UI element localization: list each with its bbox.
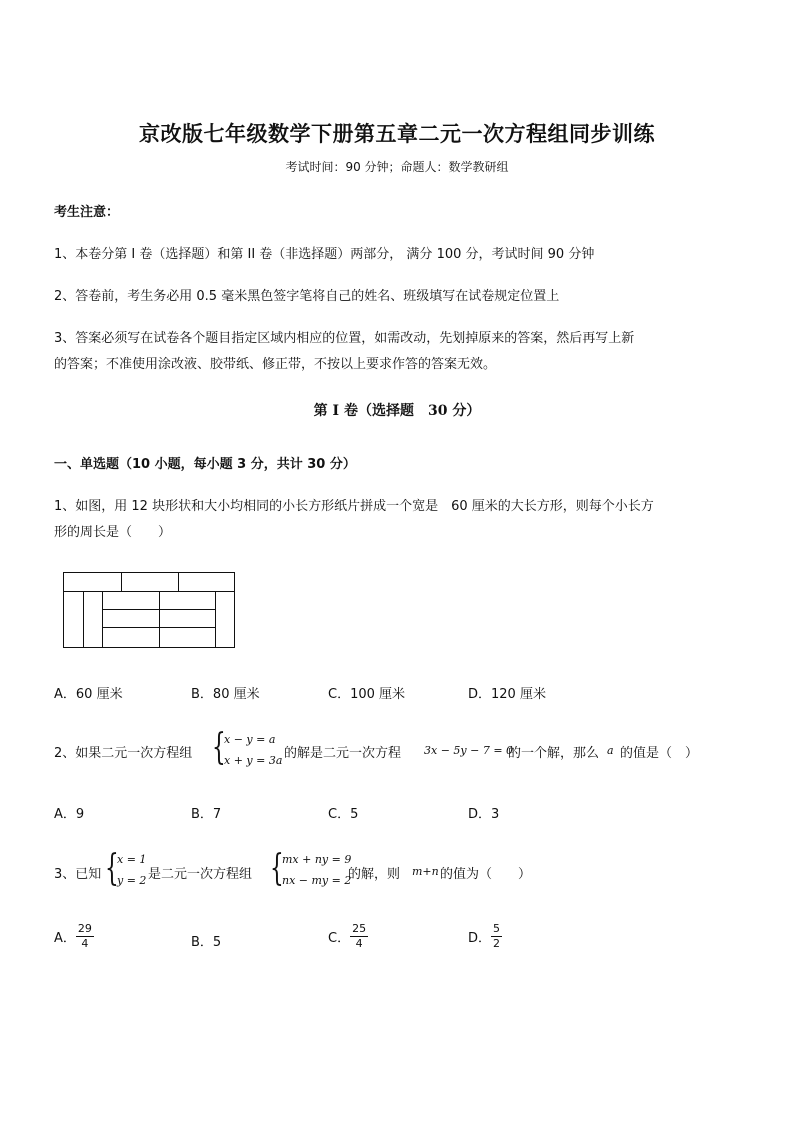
figure-line — [102, 627, 215, 628]
fraction-numerator: 5 — [493, 922, 501, 935]
figure-line — [83, 591, 84, 647]
section-title: 第 I 卷（选择题 30 分） — [313, 403, 481, 419]
notice-item-3: 3、答案必须写在试卷各个题目指定区域内相应的位置，如需改动，先划掉原来的答案，然后再写上新 — [54, 331, 635, 346]
q1-text-line2: 形的周长是（ ） — [54, 525, 172, 540]
q3-suffix1: 的解，则 — [348, 867, 401, 882]
page-title: 京改版七年级数学下册第五章二元一次方程组同步训练 — [139, 121, 655, 146]
q3-middle: 是二元一次方程组 — [148, 867, 253, 882]
q3-system-eq1: mx + ny = 9 — [282, 853, 352, 866]
figure-line — [64, 591, 234, 592]
fraction — [76, 922, 94, 951]
q3-prefix: 3、已知 — [54, 867, 102, 882]
q3-system-eq2: nx − my = 2 — [282, 874, 352, 887]
q2-system-eq2: x + y = 3a — [224, 754, 283, 767]
fraction-denominator: 2 — [493, 937, 501, 950]
left-brace: { — [105, 848, 119, 889]
figure-line — [102, 591, 103, 647]
q3-solution-x: x = 1 — [117, 853, 147, 866]
q3-expression: m+n — [412, 865, 439, 878]
option-label: C． — [328, 931, 351, 946]
figure-line — [178, 573, 179, 591]
figure-line — [102, 609, 215, 610]
notice-heading: 考生注意： — [54, 205, 120, 220]
option-label: A． — [54, 931, 76, 946]
part-heading: 一、单选题（10 小题，每小题 3 分，共计 30 分） — [54, 457, 356, 472]
q1-option-d[interactable]: D．120 厘米 — [468, 687, 546, 702]
q3-solution-y: y = 2 — [117, 874, 147, 887]
q2-system-eq1: x − y = a — [224, 733, 276, 746]
q1-rectangle-figure — [63, 572, 235, 648]
left-brace: { — [270, 848, 284, 889]
fraction — [491, 922, 502, 951]
figure-line — [215, 591, 216, 647]
q2-suffix1: 的一个解，那么 — [508, 746, 600, 761]
q2-target-equation: 3x − 5y − 7 = 0 — [424, 744, 514, 757]
fraction-denominator: 4 — [81, 937, 89, 950]
fraction-denominator: 4 — [355, 937, 363, 950]
q2-option-c[interactable]: C．5 — [328, 807, 359, 822]
notice-item-1: 1、本卷分第 I 卷（选择题）和第 II 卷（非选择题）两部分， 满分 100 分，考试时间 90 分钟 — [54, 247, 595, 262]
figure-line — [159, 591, 160, 647]
q2-variable: a — [607, 744, 614, 757]
fraction-numerator: 25 — [352, 922, 367, 935]
q2-suffix2: 的值是（ ） — [620, 746, 699, 761]
q1-option-a[interactable]: A．60 厘米 — [54, 687, 123, 702]
fraction — [350, 922, 368, 951]
q2-option-a[interactable]: A．9 — [54, 807, 85, 822]
option-label: D． — [468, 931, 492, 946]
q3-option-b[interactable]: B．5 — [191, 935, 222, 950]
fraction-numerator: 29 — [77, 922, 92, 935]
q3-option-c[interactable] — [328, 922, 368, 951]
q3-option-d[interactable] — [468, 922, 502, 951]
q1-text-line1: 1、如图，用 12 块形状和大小均相同的小长方形纸片拼成一个宽是 60 厘米的大长方形，则每个小长方 — [54, 499, 654, 514]
figure-line — [121, 573, 122, 591]
q2-option-b[interactable]: B．7 — [191, 807, 222, 822]
q2-middle: 的解是二元一次方程 — [284, 746, 402, 761]
q1-option-c[interactable]: C．100 厘米 — [328, 687, 406, 702]
exam-info: 考试时间：90 分钟；命题人：数学教研组 — [285, 160, 509, 174]
left-brace: { — [212, 727, 226, 768]
notice-item-2: 2、答卷前，考生务必用 0.5 毫米黑色签字笔将自己的姓名、班级填写在试卷规定位置上 — [54, 289, 560, 304]
q3-suffix2: 的值为（ ） — [440, 867, 532, 882]
notice-item-3-cont: 的答案；不准使用涂改液、胶带纸、修正带，不按以上要求作答的答案无效。 — [54, 357, 497, 372]
q3-option-a[interactable] — [54, 922, 94, 951]
q2-prefix: 2、如果二元一次方程组 — [54, 746, 193, 761]
q1-option-b[interactable]: B．80 厘米 — [191, 687, 260, 702]
q2-option-d[interactable]: D．3 — [468, 807, 500, 822]
